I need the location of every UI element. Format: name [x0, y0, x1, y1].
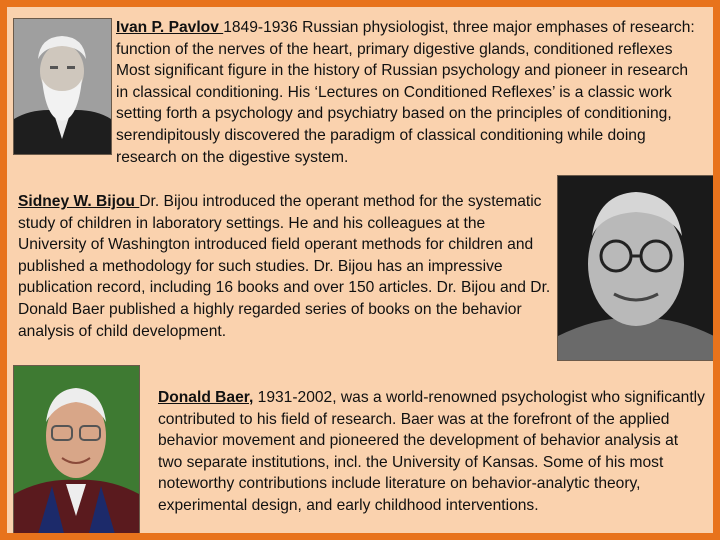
pavlov-text: 1849-1936 Russian physiologist, three major emphases of research: function of the nerves of the heart, primary digestive glands, conditioned reflexes Most significant figure in the history of Russian psychology and pioneer in research in classical conditioning. His ‘Lectures on Conditioned Reflexes’ is a classic work setting forth a psychology and psychiatry based on the principles of conditioning, serendipitously discovered the paradigm of classical conditioning while doing research on the digestive system. — [116, 19, 695, 166]
pavlov-portrait-image — [14, 19, 111, 154]
baer-text: 1931-2002, was a world-renowned psychologist who significantly contributed to his field of research. Baer was at the forefront of the applied behavior movement and pioneered the development of behavior analysis at two separate institutions, incl. the University of Kansas. Some of his most noteworthy contributions include literature on behavior-analytic theory, experimental design, and early childhood interventions. — [158, 389, 705, 514]
pavlov-bio — [116, 17, 702, 168]
bijou-name: Sidney W. Bijou — [18, 193, 140, 210]
bijou-portrait — [557, 175, 715, 361]
baer-portrait — [13, 365, 140, 540]
baer-portrait-image — [14, 366, 139, 540]
pavlov-portrait — [13, 18, 112, 155]
bijou-bio — [18, 191, 554, 342]
pavlov-name: Ivan P. Pavlov — [116, 19, 224, 36]
bijou-portrait-image — [558, 176, 714, 360]
bijou-text: Dr. Bijou introduced the operant method for the systematic study of children in laboratory settings. He and his colleagues at the University of Washington introduced field operant methods for children and published a methodology for such studies. Dr. Bijou has an impressive publication record, including 16 books and over 150 articles. Dr. Bijou and Dr. Donald Baer published a highly regarded series of books on the behavior analysis of child development. — [18, 193, 551, 340]
baer-bio — [158, 387, 706, 517]
baer-name: Donald Baer, — [158, 389, 254, 406]
